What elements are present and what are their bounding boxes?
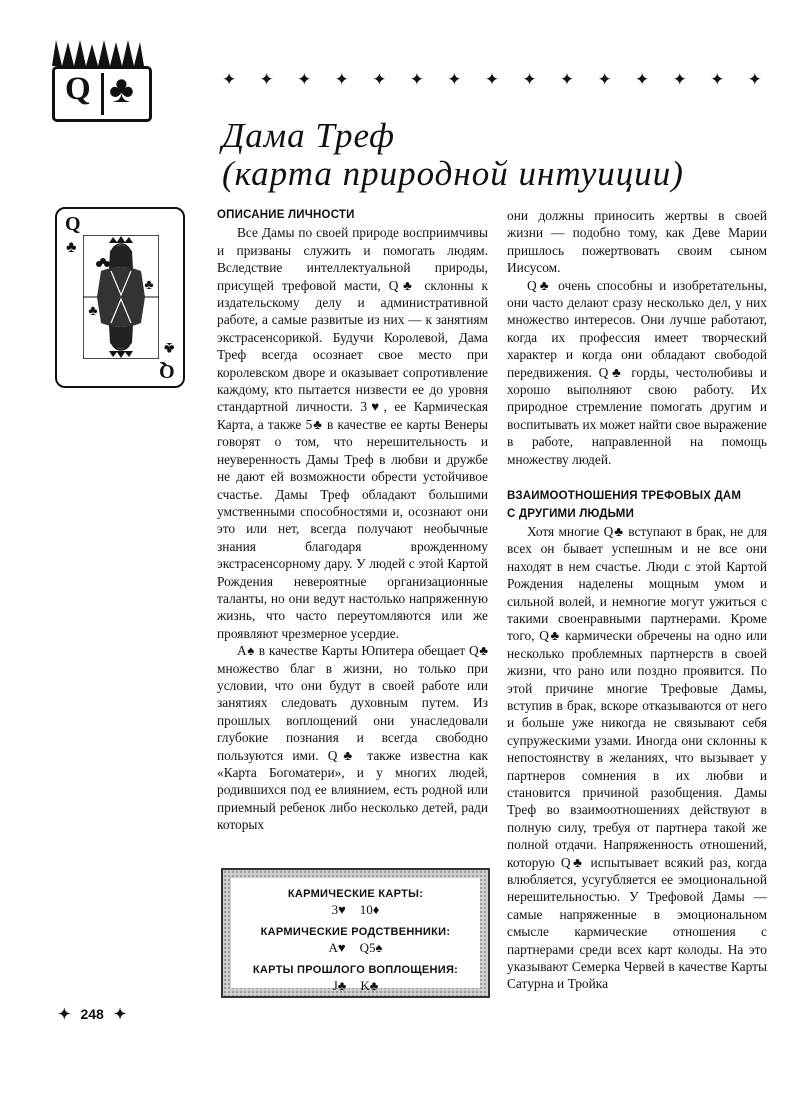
section-gap	[507, 468, 767, 488]
card-rank-bottom: Q	[159, 360, 175, 382]
star-icon: ✦	[113, 1006, 127, 1023]
star-icon: ✦	[710, 70, 725, 89]
paragraph: они должны приносить жертвы в своей жизни — подобно тому, как Деве Марии пришлось пожертвовать своим сыном Иисусом.	[507, 208, 767, 276]
star-icon: ✦	[334, 70, 349, 89]
star-icon: ✦	[597, 70, 612, 89]
star-icon: ✦	[297, 70, 312, 89]
star-divider-row	[222, 70, 762, 90]
page-number: 248	[80, 1006, 104, 1022]
svg-text:♣: ♣	[144, 276, 154, 292]
karmic-relatives-values	[231, 940, 480, 956]
text-column-middle	[217, 207, 488, 834]
past-life-heading: КАРТЫ ПРОШЛОГО ВОПЛОЩЕНИЯ:	[252, 964, 459, 976]
text-column-right	[507, 207, 767, 993]
star-icon: ✦	[372, 70, 387, 89]
card-value: 10♦	[359, 902, 380, 917]
karmic-cards-box	[221, 868, 490, 998]
star-icon: ✦	[222, 70, 237, 89]
karmic-cards-panel	[231, 878, 480, 993]
card-value: J♣	[332, 978, 347, 993]
paragraph: A♠ в качестве Карты Юпитера обещает Q♣ множество благ в жизни, но только при условии, что они будут в своей работе или занятиях следовать духовным путем. Из прошлых воплощений они унаследовали глубокие познания и всегда свободно пользуются ими. Q♣ также известна как «Карта Богоматери», и у многих людей, родившихся под ее влиянием, есть родной или приемный ребенок либо несколько детей, ради которых	[217, 643, 488, 833]
svg-text:♣: ♣	[88, 302, 98, 318]
star-icon: ✦	[484, 70, 500, 89]
paragraph: Хотя многие Q♣ вступают в брак, не для всех он бывает успешным и не все они находят в нем счастье. Люди с этой Картой Рождения наделены мощным умом и сильной волей, и немногие могут ужиться с такими своенравными партнерами. Кроме того, Q♣ кармически обречены на одно или несколько проблемных партнерств в своей жизни, что рано или поздно проявится. По этой причине многие Трефовые Дамы, вступив в брак, вскоре отказываются от него и больше уже никогда не связывают себя супружескими узами. Иногда они склонны к непостоянству в желаниях, что вызывает у партнеров сомнения в их любви и становится причиной разобщения. Дамы Треф во взаимоотношениях действуют в полную силу, требуя от партнера такой же полной отдачи. Напряженность отношений, которую Q♣ испытывает всякий раз, когда влюбляется, усугубляется ее эмоциональной нерешительностью. У Трефовой Дамы — самые напряженные в эмоциональном смысле кармические отношения с партнерами среди всех карт колоды. На это указывают Семерка Червей в качестве Карты Сатурна и Тройка	[507, 523, 767, 992]
star-icon: ✦	[447, 70, 462, 89]
club-suit-icon: ♣	[163, 339, 174, 356]
card-badge	[52, 66, 152, 122]
karmic-cards-values	[231, 902, 480, 918]
paragraph: Все Дамы по своей природе восприимчивы и призваны служить и помогать людям. Вследствие интеллектуальной природы, присущей трефовой масти, Q♣ склонны к издательскому делу и административной работе, а самые развитые из них — к занятиям экстрасенсорикой. Будучи Королевой, Дама Треф всегда осознает свое место при королевском дворе и оказывает сопротивление каждому, кто пытается низвести ее до уровня стандартной личности. 3♥, ее Кармическая Карта, а также 5♣ в качестве ее карты Венеры говорят о том, что нерешительность и неуверенность Дамы Треф в любви и дружбе не дают ей возможности обрести устойчивое счастье. Дамы Треф обладают большими умственными способностями и, осознают они это или нет, всегда получают необычные знания благодаря врожденному экстрасенсорному дару. У людей с этой Картой Рождения невероятные организационные таланты, но они ведут настолько напряженную жизнь, что часто переутомляются или же проявляют чрезмерное усердие.	[217, 225, 488, 641]
star-icon: ✦	[522, 70, 537, 89]
karmic-cards-heading: КАРМИЧЕСКИЕ КАРТЫ:	[287, 888, 424, 900]
badge-divider	[101, 73, 104, 115]
section-heading: ОПИСАНИЕ ЛИЧНОСТИ	[217, 209, 355, 221]
title-line-2: (карта природной интуиции)	[222, 154, 684, 193]
queen-of-clubs-card	[55, 207, 185, 388]
star-icon: ✦	[672, 70, 687, 89]
page-footer	[58, 1005, 126, 1023]
paragraph: Q♣ очень способны и изобретательны, они часто делают сразу несколько дел, у них множество интересов. Они лучше работают, когда их профессия имеет творческий характер и когда они обладают свободой передвижения. Q♣ горды, честолюбивы и хорошо выполняют свою работу. Их природное стремление помогать другим и воспитывать их может найти свое выражение в работе, направленной на помощь множеству людей.	[507, 277, 767, 467]
section-heading: ВЗАИМООТНОШЕНИЯ ТРЕФОВЫХ ДАМ	[507, 490, 742, 503]
club-suit-icon: ♣	[66, 239, 77, 256]
star-icon: ✦	[58, 1006, 71, 1023]
club-suit-icon: ♣	[109, 69, 134, 111]
star-icon: ✦	[747, 70, 762, 89]
title-line-1: Дама Треф	[222, 116, 395, 155]
section-heading: С ДРУГИМИ ЛЮДЬМИ	[507, 507, 635, 520]
past-life-values	[231, 978, 480, 994]
star-icon: ✦	[559, 70, 575, 89]
crown-ornament-icon	[48, 38, 148, 66]
star-icon: ✦	[409, 70, 424, 89]
page-title	[222, 117, 684, 193]
card-value: Q5♠	[359, 940, 383, 955]
star-icon: ✦	[635, 70, 650, 89]
card-value: K♣	[360, 978, 379, 993]
card-rank-top: Q	[65, 213, 81, 235]
karmic-relatives-heading: КАРМИЧЕСКИЕ РОДСТВЕННИКИ:	[260, 926, 451, 938]
star-icon: ✦	[259, 70, 274, 89]
queen-portrait-icon	[83, 235, 159, 359]
card-value: 3♥	[331, 902, 346, 917]
badge-rank: Q	[65, 71, 91, 107]
card-value: A♥	[328, 940, 346, 955]
